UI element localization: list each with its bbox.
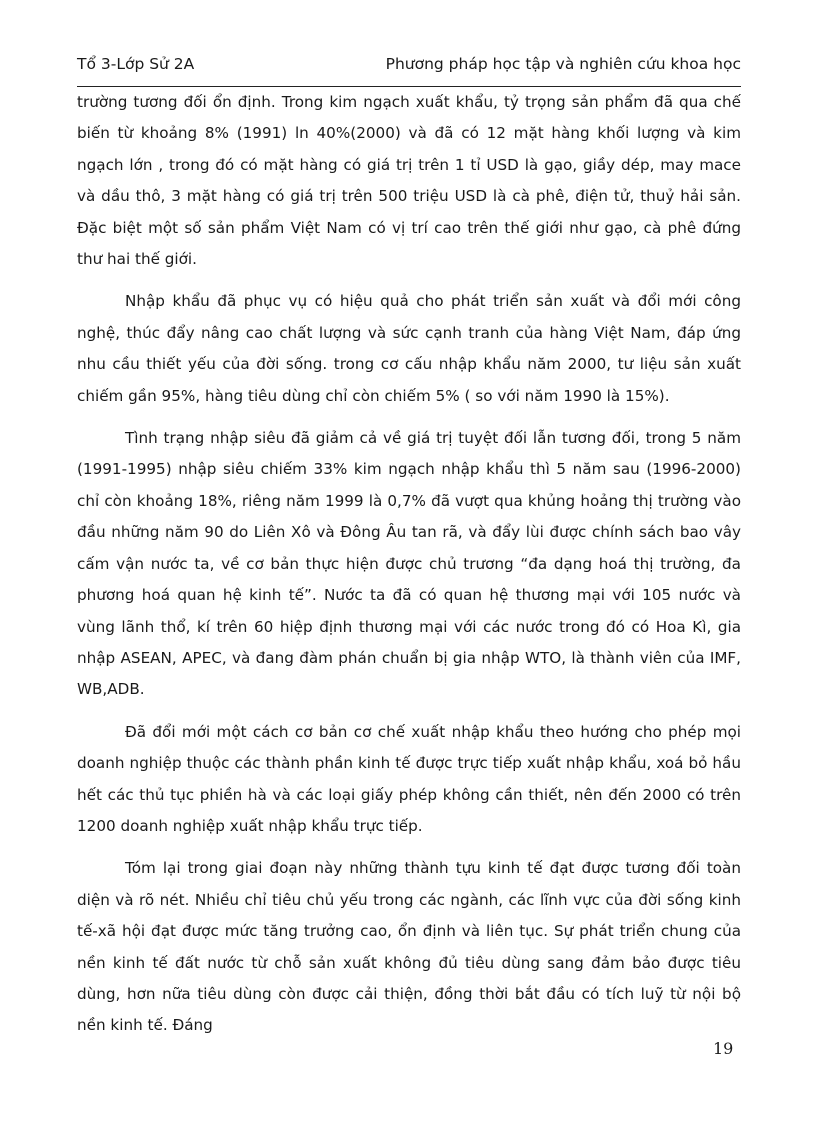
page-header	[77, 50, 741, 87]
paragraph-summary: Tóm lại trong giai đoạn này những thành tựu kinh tế đạt được tương đối toàn diện và rõ nét. Nhiều chỉ tiêu chủ yếu trong các ngành, các lĩnh vực của đời sống kinh tế-xã hội đạt được mức tăng trưởng cao, ổn định và liên tục. Sự phát triển chung của nền kinh tế đất nước từ chỗ sản xuất không đủ tiêu dùng sang đảm bảo được tiêu dùng, hơn nữa tiêu dùng còn được cải thiện, đồng thời bắt đầu có tích luỹ từ nội bộ nền kinh tế. Đáng	[77, 859, 741, 1035]
header-document-title: Phương pháp học tập và nghiên cứu khoa học	[385, 55, 741, 73]
page-number: 19	[713, 1039, 734, 1058]
paragraph-imports: Nhập khẩu đã phục vụ có hiệu quả cho phát triển sản xuất và đổi mới công nghệ, thúc đẩy nâng cao chất lượng và sức cạnh tranh của hàng Việt Nam, đáp ứng nhu cầu thiết yếu của đời sống. trong cơ cấu nhập khẩu năm 2000, tư liệu sản xuất chiếm gần 95%, hàng tiêu dùng chỉ còn chiếm 5% ( so với năm 1990 là 15%).	[77, 292, 741, 405]
paragraph-trade-deficit: Tình trạng nhập siêu đã giảm cả về giá trị tuyệt đối lẫn tương đối, trong 5 năm (1991-1995) nhập siêu chiếm 33% kim ngạch nhập khẩu thì 5 năm sau (1996-2000) chỉ còn khoảng 18%, riêng năm 1999 là 0,7% đã vượt qua khủng hoảng thị trường vào đầu những năm 90 do Liên Xô và Đông Âu tan rã, và đẩy lùi được chính sách bao vây cấm vận nước ta, về cơ bản thực hiện được chủ trương “đa dạng hoá thị trường, đa phương hoá quan hệ kinh tế”. Nước ta đã có quan hệ thương mại với 105 nước và vùng lãnh thổ, kí trên 60 hiệp định thương mại với các nước trong đó có Hoa Kì, gia nhập ASEAN, APEC, và đang đàm phán chuẩn bị gia nhập WTO, là thành viên của IMF, WB,ADB.	[77, 429, 741, 699]
page-body	[77, 87, 741, 1042]
paragraph-trade-mechanism: Đã đổi mới một cách cơ bản cơ chế xuất nhập khẩu theo hướng cho phép mọi doanh nghiệp thuộc các thành phần kinh tế được trực tiếp xuất nhập khẩu, xoá bỏ hầu hết các thủ tục phiền hà và các loại giấy phép không cần thiết, nên đến 2000 có trên 1200 doanh nghiệp xuất nhập khẩu trực tiếp.	[77, 722, 741, 835]
paragraph-export-structure: trường tương đối ổn định. Trong kim ngạch xuất khẩu, tỷ trọng sản phẩm đã qua chế biến từ khoảng 8% (1991) ln 40%(2000) và đã có 12 mặt hàng khối lượng và kim ngạch lớn , trong đó có mặt hàng có giá trị trên 1 tỉ USD là gạo, giầy dép, may mace và dầu thô, 3 mặt hàng có giá trị trên 500 triệu USD là cà phê, điện tử, thuỷ hải sản. Đặc biệt một số sản phẩm Việt Nam có vị trí cao trên thế giới như gạo, cà phê đứng thư hai thế giới.	[77, 93, 741, 269]
header-group-label: Tổ 3-Lớp Sử 2A	[77, 55, 195, 73]
